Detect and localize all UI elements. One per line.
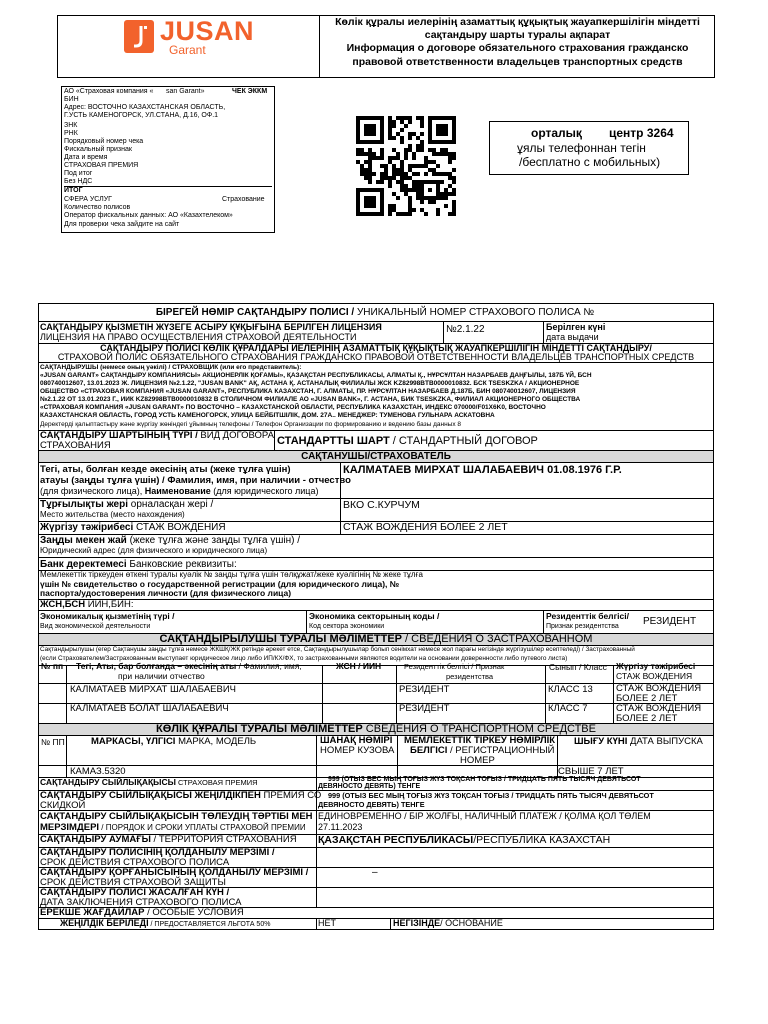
rule — [316, 777, 317, 790]
residency-value: РЕЗИДЕНТ — [643, 616, 697, 627]
insured-row-1-exp-1: СТАЖ ВОЖДЕНИЯ — [616, 683, 702, 694]
insurer-line-8: Деректерді қалыптастыру және жүргізу жөніндегі ұйымның телефоны / Телефон Организации по формированию и ведению базы данных 8 — [40, 421, 461, 428]
contract-type-value — [277, 435, 538, 447]
insured-header — [39, 633, 713, 645]
name-l3b: Наименование — [144, 486, 211, 496]
vehicle-year-value: СВЫШЕ 7 ЛЕТ — [558, 766, 624, 777]
benefit-kz: ЖЕҢІЛДІК БЕРІЛЕДІ — [60, 918, 149, 928]
rule — [316, 834, 317, 847]
name-label-2: атауы (заңды тұлға үшін) / Фамилия, имя, при наличии - отчество — [40, 475, 351, 486]
residency-ru: Признак резидентства — [546, 623, 619, 630]
basis-kz: НЕГІЗІНДЕ — [393, 918, 441, 928]
insurer-line-1: САҚТАНДЫРУШЫ (немесе оның уәкілі) / СТРАХОВЩИК (или его представитель): — [40, 364, 302, 371]
benefit-ru: / ПРЕДОСТАВЛЯЕТСЯ ЛЬГОТА 50% — [148, 921, 271, 928]
license-ru: ЛИЦЕНЗИЯ НА ПРАВО ОСУЩЕСТВЛЕНИЯ СТРАХОВОЙ ДЕЯТЕЛЬНОСТИ — [40, 332, 357, 342]
residency-kz: Резиденттік белгісі/ — [546, 611, 629, 621]
sector-ru: Код сектора экономики — [309, 623, 385, 630]
ins-col-name — [76, 662, 302, 671]
rule — [613, 665, 614, 723]
fiscal-receipt — [61, 86, 275, 233]
premium-value-1: 999 (ОТЫЗ БЕС МЫҢ ТОҒЫЗ ЖҮЗ ТОҚСАН ТОҒЫЗ / ТРИДЦАТЬ ПЯТЬ ТЫСЯЧ ДЕВЯТЬСОТ — [328, 776, 641, 783]
receipt-line-7: Порядковый номер чека — [64, 138, 144, 145]
logo-sub: Garant — [169, 43, 206, 57]
rule — [390, 918, 391, 930]
econ-ru: Вид экономической деятельности — [40, 623, 151, 630]
payment-value-1: ЕДИНОВРЕМЕННО / БІР ЖОЛҒЫ, НАЛИЧНЫЙ ПЛАТЕЖ / ҚОЛМА ҚОЛ ТӨЛЕМ — [318, 811, 651, 821]
call-center-line-1b: центр 3264 — [609, 126, 674, 140]
policyholder-name: КАЛМАТАЕВ МИРХАТ ШАЛАБАЕВИЧ 01.08.1976 Г.Р. — [343, 464, 622, 476]
legal-kz2: (жеке тұлға және заңды тұлға үшін) / — [126, 535, 301, 546]
rule — [443, 321, 444, 343]
doc-line-3: паспорта/удостоверения личности (для физического лица) — [40, 588, 292, 598]
rule — [322, 665, 323, 723]
concl-ru: ДАТА ЗАКЛЮЧЕНИЯ СТРАХОВОГО ПОЛИСА — [40, 897, 242, 908]
rule — [340, 462, 341, 521]
ins-col-name-ru: / Фамилия, имя, — [236, 661, 302, 671]
territory-ru: / ТЕРРИТОРИЯ СТРАХОВАНИЯ — [150, 834, 297, 845]
call-center-line-1a: орталық — [531, 126, 582, 140]
disc-ru1: ПРЕМИЯ СО — [260, 790, 322, 801]
receipt-line-4: Г.УСТЬ КАМЕНОГОРСК, УЛ.СТАНА, Д.16, ОФ.1 — [64, 112, 219, 119]
term-ru: СРОК ДЕЙСТВИЯ СТРАХОВОГО ПОЛИСА — [40, 857, 230, 868]
payment-kz-1: САҚТАНДЫРУ СЫЙЛЫҚАҚЫСЫН ТӨЛЕУДІҢ ТӘРТІБІ МЕН — [40, 811, 313, 822]
contract-type-kz: САҚТАНДЫРУ ШАРТЫНЫҢ ТҮРІ / — [40, 430, 198, 441]
prot-kz: САҚТАНДЫРУ ҚОРҒАНЫСЫНЫҢ ҚОЛДАНЫЛУ МЕРЗІМІ / — [40, 867, 309, 878]
rule — [543, 610, 544, 633]
ins-col-name-kz: Тегі, Аты, бар болғанда – әкесінің аты — [76, 661, 237, 671]
insurer-line-7: КАЗАХСТАНСКАЯ ОБЛАСТЬ, ГОРОД УСТЬ КАМЕНОГОРСК, УЛИЦА БЕЙБІТШІЛІК, ДОМ. 27А.. МЕНЕДЖЕР: ТУМЕНОВА ГУЛЬНАРА АСКАТОВНА — [40, 412, 495, 419]
receipt-line-8: Фискальный признак — [64, 146, 132, 153]
veh-col-year-ru: ДАТА ВЫПУСКА — [627, 736, 703, 747]
contract-type-ru2: СТРАХОВАНИЯ — [40, 440, 111, 451]
term-kz: САҚТАНДЫРУ ПОЛИСІНІҢ ҚОЛДАНЫЛУ МЕРЗІМІ / — [40, 847, 275, 858]
veh-col-body-ru: НОМЕР КУЗОВА — [320, 745, 395, 756]
residence-ru: Место жительства (место нахождения) — [40, 510, 185, 519]
insured-row-1-res: РЕЗИДЕНТ — [399, 684, 450, 695]
unique-number-label — [40, 307, 710, 318]
insured-row-2-exp-1: СТАЖ ВОЖДЕНИЯ — [616, 703, 702, 714]
rule — [545, 665, 546, 723]
name-label-1: Тегі, аты, болған кезде әкесінің аты (жеке тұлға үшін) — [40, 464, 291, 475]
premium-label — [40, 778, 258, 787]
license-issued-ru: дата выдачи — [546, 332, 599, 342]
license-kz: САҚТАНДЫРУ ҚЫЗМЕТІН ЖҮЗЕГЕ АСЫРУ ҚҰҚЫҒЫНА БЕРІЛГЕН ЛИЦЕНЗИЯ — [40, 322, 382, 332]
bank-kz: Банк деректемесі — [40, 559, 127, 570]
rule — [316, 847, 317, 907]
concl-kz: САҚТАНДЫРУ ПОЛИСІ ЖАСАЛҒАН КҮН / — [40, 887, 230, 898]
exp-kz: Жүргізу тәжірибесі — [40, 522, 134, 533]
veh-col-no: № ПП — [41, 737, 65, 747]
receipt-line-16: Оператор фискальных данных: АО «Казахтелеком» — [64, 212, 233, 219]
rule — [66, 665, 67, 723]
experience-value: СТАЖ ВОЖДЕНИЯ БОЛЕЕ 2 ЛЕТ — [343, 521, 508, 533]
contract-type-ru1: ВИД ДОГОВОРА — [197, 430, 274, 441]
rule — [306, 610, 307, 633]
ins-col-no: № пп — [41, 661, 64, 671]
insured-row-2-name: КАЛМАТАЕВ БОЛАТ ШАЛАБАЕВИЧ — [70, 703, 229, 714]
insured-row-1-name: КАЛМАТАЕВ МИРХАТ ШАЛАБАЕВИЧ — [70, 684, 236, 695]
ins-col-exp-2: СТАЖ ВОЖДЕНИЯ — [616, 671, 693, 681]
insurer-line-2: «JUSAN GARANT» САҚТАНДЫРУ КОМПАНИЯСЫ» АКЦИОНЕРЛІК ҚОҒАМЫ», ҚАЗАҚСТАН РЕСПУБЛИКАСЫ, АЛМАТЫ Қ., НҰРСҰЛТАН НАЗАРБАЕВ ДАҢҒЫЛЫ, 187Б ҮЙ, БСН — [40, 372, 592, 379]
legal-address-ru: Юридический адрес (для физического и юридического лица) — [40, 546, 268, 555]
rule — [340, 521, 341, 534]
discount-value-1: 999 (ОТЫЗ БЕС МЫҢ ТОҒЫЗ ЖҮЗ ТОҚСАН ТОҒЫЗ / ТРИДЦАТЬ ПЯТЬ ТЫСЯЧ ДЕВЯТЬСОТ — [328, 791, 654, 800]
header-title-kz-1: Көлік құралы иелерінің азаматтық құқықтық жауапкершілігін міндетті — [335, 16, 700, 28]
rule — [38, 462, 714, 463]
contract-value-ru: / СТАНДАРТНЫЙ ДОГОВОР — [389, 435, 538, 447]
disc-kz: САҚТАНДЫРУ СЫЙЛЫҚАҚЫСЫ ЖЕҢІЛДІКПЕН — [40, 790, 261, 801]
territory-label — [40, 835, 297, 845]
insured-row-2-exp-2: БОЛЕЕ 2 ЛЕТ — [616, 713, 678, 724]
veh-col-reg-ru2: НОМЕР — [460, 755, 495, 766]
insurer-line-4: ОБЩЕСТВО «СТРАХОВАЯ КОМПАНИЯ «JUSAN GARANT», РЕСПУБЛИКА КАЗАХСТАН, Г. АЛМАТЫ, ПР. НҰРСҰЛТАН НАЗАРБАЕВ Д.187Б, БИН 080740012607, ЛИЦЕНЗИЯ — [40, 388, 576, 395]
territory-value-kz: ҚАЗАҚСТАН РЕСПУБЛИКАСЫ — [318, 834, 474, 846]
receipt-line-5: ЗНК — [64, 122, 78, 129]
residence-label — [40, 499, 213, 510]
residence-kz2: орналасқан жері / — [128, 499, 214, 510]
territory-value-ru: /РЕСПУБЛИКА КАЗАХСТАН — [473, 834, 611, 846]
rule — [397, 735, 398, 777]
insurer-line-5: №2.1.22 ОТ 13.01.2023 Г., ИИК KZ82998BTB0000010832 В СТОЛИЧНОМ ФИЛИАЛЕ АО «JUSAN BANK», Г. АСТАНА, БИК TSESKZKA, ФИЛИАЛ АКЦИОНЕРНОГО ОБЩЕСТВА — [40, 396, 581, 403]
veh-col-reg-ru: / РЕГИСТРАЦИОННЫЙ — [447, 745, 555, 756]
veh-col-year — [574, 737, 703, 747]
receipt-line-15: Количество полисов — [64, 204, 131, 211]
receipt-line-11: Под итог — [64, 170, 93, 177]
license-number: №2.1.22 — [446, 324, 485, 335]
veh-col-year-kz: ШЫҒУ КҮНІ — [574, 736, 628, 747]
insured-note-1: Сақтандырылушы (егер Сақтанушы заңды тұлға немесе ЖКШҚ/ЖК ретінде әрекет етсе, Сақтандырылушылар болып сенімхат немесе жол парағы негізінде жүргізушілер есептеледі) / Застрахованный — [40, 646, 635, 653]
disc-ru2: СКИДКОЙ — [40, 800, 86, 811]
receipt-line-14a: СФЕРА УСЛУГ — [64, 196, 112, 203]
policy-title-kz: САҚТАНДЫРУ ПОЛИСІ КӨЛІК ҚҰРАЛДАРЫ ИЕЛЕРІНІҢ АЗАМАТТЫҚ ҚҰҚЫҚТЫҚ ЖАУАПКЕРШІЛІГІН МІНДЕТТІ САҚТАНДЫРУ/ — [100, 343, 652, 353]
name-label-3 — [40, 487, 318, 497]
rule — [66, 735, 67, 777]
rule — [316, 918, 317, 930]
license-issued-kz: Берілген күні — [546, 322, 606, 332]
exp-ru: СТАЖ ВОЖДЕНИЯ — [133, 522, 226, 533]
insured-header-ru: / СВЕДЕНИЯ О ЗАСТРАХОВАННОМ — [402, 633, 593, 645]
discount-value-2: ДЕВЯНОСТО ДЕВЯТЬ) ТЕНГЕ — [318, 800, 425, 809]
veh-col-make — [91, 737, 256, 747]
ins-col-class: Сынып / Класс — [549, 662, 607, 672]
special-kz: ЕРЕКШЕ ЖАҒДАЙЛАР — [40, 907, 145, 918]
receipt-line-10: СТРАХОВАЯ ПРЕМИЯ — [64, 162, 139, 169]
receipt-line-9: Дата и время — [64, 154, 108, 161]
rule — [316, 735, 317, 777]
jusan-logo-icon — [124, 20, 154, 53]
logo-brand: JUSAN — [160, 16, 255, 46]
insured-row-2-class: КЛАСС 7 — [548, 703, 588, 714]
insured-header-kz: САҚТАНДЫРЫЛУШЫ ТУРАЛЫ МӘЛІМЕТТЕР — [159, 633, 402, 645]
econ-kz: Экономикалық қызметінің түрі / — [40, 611, 175, 621]
receipt-line-12: Без НДС — [64, 178, 93, 185]
name-l3c: (для юридического лица) — [210, 486, 319, 496]
vehicle-header-kz: КӨЛІК ҚҰРАЛЫ ТУРАЛЫ МӘЛІМЕТТЕР — [156, 723, 363, 735]
veh-col-body-kz: ШАНАҚ НӨМІРІ — [320, 735, 393, 746]
vehicle-header-ru: СВЕДЕНИЯ О ТРАНСПОРТНОМ СРЕДСТВЕ — [362, 723, 596, 735]
name-l3a: (для физического лица), — [40, 486, 145, 496]
bank-label — [40, 559, 237, 570]
rule — [274, 430, 275, 450]
insured-row-2-res: РЕЗИДЕНТ — [399, 703, 450, 714]
territory-kz: САҚТАНДЫРУ АУМАҒЫ — [40, 834, 151, 845]
veh-col-make-kz: МАРКАСЫ, ҮЛГІСІ — [91, 736, 176, 747]
ins-col-exp-1: Жүргізу тәжірибесі — [616, 661, 696, 671]
unique-kz: БІРЕГЕЙ НӨМІР САҚТАНДЫРУ ПОЛИСІ / — [155, 307, 355, 318]
payment-kz-2: МЕРЗІМДЕРІ — [40, 822, 100, 833]
rule — [316, 810, 317, 834]
receipt-line-1a: АО «Страховая компания « — [64, 88, 154, 95]
prot-dash: – — [372, 867, 378, 878]
rule — [396, 665, 397, 723]
insured-row-1-exp-2: БОЛЕЕ 2 ЛЕТ — [616, 693, 678, 704]
basis-ru: / ОСНОВАНИЕ — [440, 918, 503, 928]
rule — [38, 599, 714, 600]
territory-value — [318, 835, 610, 847]
receipt-line-1b: san Garant» — [166, 88, 205, 95]
prot-ru: СРОК ДЕЙСТВИЯ СТРАХОВОЙ ЗАЩИТЫ — [40, 877, 226, 888]
payment-value-2: 27.11.2023 — [318, 822, 363, 832]
header-title-ru-1: Информация о договоре обязательного страхования гражданско — [346, 42, 689, 54]
ins-col-res-1: Резиденттік белгісі / Признак — [404, 662, 505, 671]
benefit-label — [60, 919, 270, 929]
legal-kz: Заңды мекен жай — [40, 535, 127, 546]
insured-row-1-class: КЛАСС 13 — [548, 684, 593, 695]
doc-line-1: Мемлекеттік тіркеуден өткені туралы куәлік № заңды тұлға үшін төлқұжат/жеке куәлігінің № жеке тұлға — [40, 570, 423, 579]
residence-kz: Тұрғылықты жері — [40, 499, 129, 510]
header-title-kz-2: сақтандыру шарты туралы ақпарат — [424, 29, 611, 41]
premium-value-2: ДЕВЯНОСТО ДЕВЯТЬ) ТЕНГЕ — [318, 783, 421, 790]
doc-line-2: үшін № свидетельство о государственной регистрации (для юридического лица), № — [40, 579, 400, 589]
rule — [38, 557, 714, 558]
unique-ru: УНИКАЛЬНЫЙ НОМЕР СТРАХОВОГО ПОЛИСА № — [354, 307, 595, 318]
qr-code — [356, 116, 456, 216]
veh-col-reg-kz: МЕМЛЕКЕТТІК ТІРКЕУ НӨМІРЛІК — [404, 735, 556, 746]
iin-ru: ИИН,БИН: — [85, 599, 134, 610]
experience-label — [40, 522, 226, 533]
iin-label — [40, 600, 134, 610]
veh-col-make-ru: МАРКА, МОДЕЛЬ — [175, 736, 257, 747]
vehicle-make-value: КАМАЗ.5320 — [70, 766, 126, 777]
ins-col-name-2: при наличии отчество — [118, 671, 205, 681]
policy-title-ru: СТРАХОВОЙ ПОЛИС ОБЯЗАТЕЛЬНОГО СТРАХОВАНИЯ ГРАЖДАНСКО ПРАВОВОЙ ОТВЕТСТВЕННОСТИ ВЛАДЕЛЬЦЕВ ТРАНСПОРТНЫХ СРЕДСТВ — [57, 352, 695, 362]
policyholder-header: САҚТАНУШЫ/СТРАХОВАТЕЛЬ — [301, 451, 451, 462]
call-center-line-3: /бесплатно с мобильных) — [519, 155, 661, 169]
basis-label — [393, 919, 503, 929]
receipt-divider — [64, 186, 272, 187]
receipt-line-3: Адрес: ВОСТОЧНО КАЗАХСТАНСКАЯ ОБЛАСТЬ, — [64, 104, 226, 111]
receipt-line-2: БИН — [64, 96, 79, 103]
receipt-line-6: РНК — [64, 130, 78, 137]
ins-col-res-2: резидентства — [446, 672, 494, 681]
sector-kz: Экономика секторының коды / — [309, 611, 440, 621]
residence-value: ВКО С.КУРЧУМ — [343, 499, 420, 511]
receipt-line-13: ИТОГ — [64, 187, 83, 194]
contract-value-kz: СТАНДАРТТЫ ШАРТ — [277, 435, 390, 447]
premium-ru: СТРАХОВАЯ ПРЕМИЯ — [175, 778, 258, 787]
special-label — [40, 908, 244, 918]
veh-col-reg-kz2: БЕЛГІСІ — [410, 745, 448, 756]
receipt-line-17: Для проверки чека зайдите на сайт — [64, 221, 180, 228]
legal-address-label — [40, 535, 300, 546]
payment-label-2 — [40, 823, 306, 833]
insured-note-2: (если Страхователем/Застрахованным выступает юридическое лицо либо ИП/КХ/ФХ, то застрахованными являются водители на основании доверенности либо путевого листа) — [40, 655, 568, 662]
bank-ru: Банковские реквизиты: — [126, 559, 237, 570]
payment-ru: / ПОРЯДОК И СРОКИ УПЛАТЫ СТРАХОВОЙ ПРЕМИИ — [99, 823, 306, 832]
receipt-line-14b: Страхование — [222, 196, 265, 203]
rule — [543, 321, 544, 343]
header-title-ru-2: правовой ответственности владельцев транспортных средств — [352, 56, 683, 68]
call-center-line-2: ұялы телефоннан тегін — [517, 141, 646, 155]
benefit-value: НЕТ — [318, 918, 336, 928]
receipt-line-1c: ЧЕК ЭККМ — [232, 88, 268, 95]
special-ru: / ОСОБЫЕ УСЛОВИЯ — [144, 907, 244, 918]
ins-col-iin: ЖСН / ИИН — [336, 661, 382, 671]
iin-kz: ЖСН,БСН — [40, 599, 86, 610]
insurer-line-6: «СТРАХОВАЯ КОМПАНИЯ «JUSAN GARANT» ПО ВОСТОЧНО – КАЗАХСТАНСКОЙ ОБЛАСТИ, РЕСПУБЛИКА КАЗАХСТАН, ИНДЕКС 070000/F01X6K0, ВОСТОЧНО — [40, 404, 546, 411]
vehicle-header — [39, 723, 713, 735]
insurer-line-3: 080740012607, 13.01.2023 Ж. ЛИЦЕНЗИЯ №2.1.22, "JUSAN BANK" АҚ, АСТАНА Қ. АСТАНАЛЫҚ ФИЛИАЛЫ ЖСК KZ82998BTB0000010832. БСК TSESKZKA / АКЦИОНЕРНОЕ — [40, 380, 580, 387]
premium-kz: САҚТАНДЫРУ СЫЙЛЫҚАҚЫСЫ — [40, 777, 176, 787]
